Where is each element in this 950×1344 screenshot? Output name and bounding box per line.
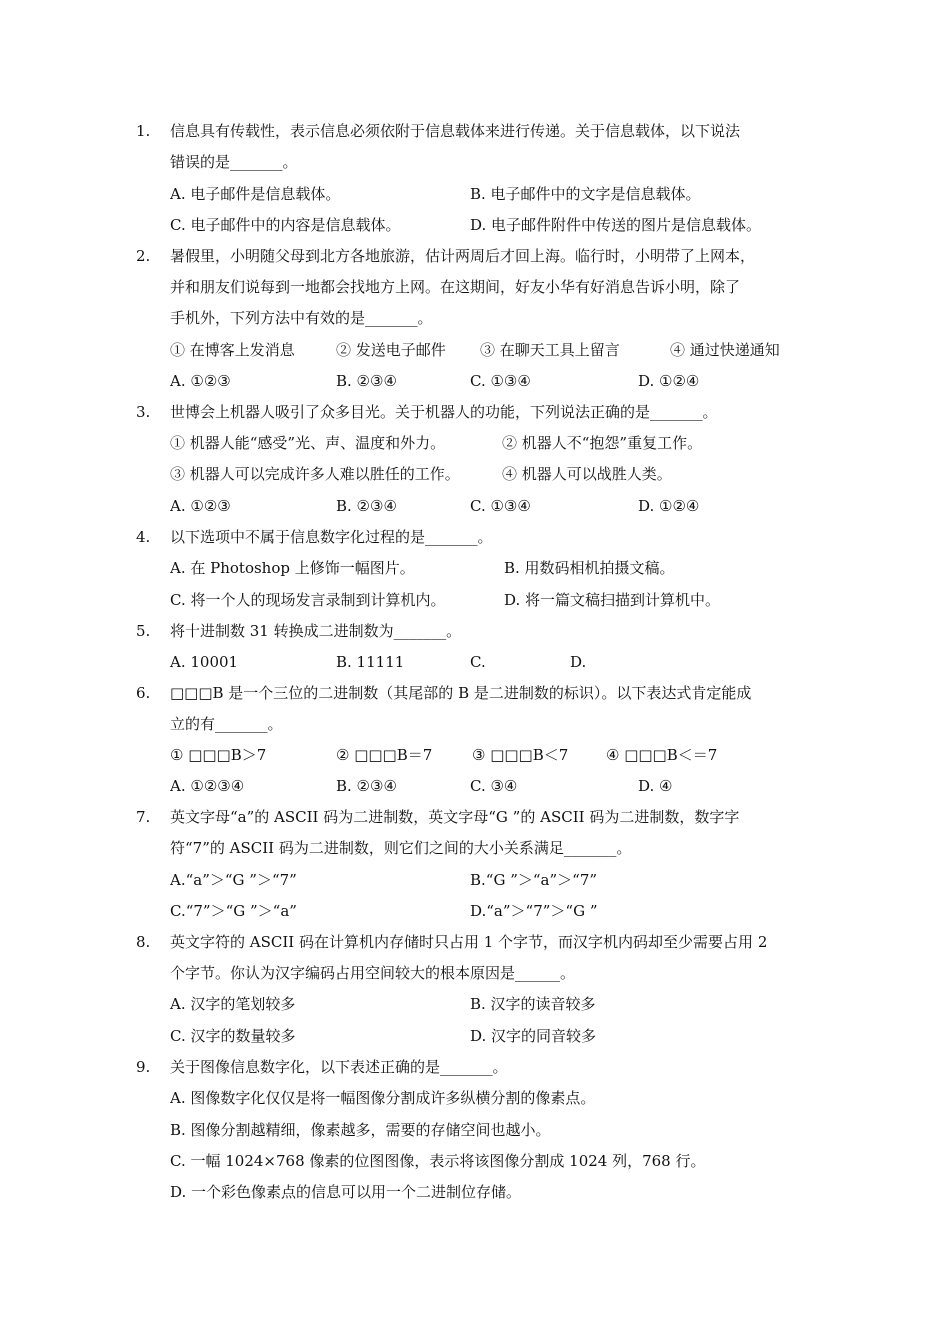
question-stem-line: 个字节。你认为汉字编码占用空间较大的根本原因是______。 xyxy=(170,964,576,982)
question-stem-line: 符“7”的 ASCII 码为二进制数，则它们之间的大小关系满足_______。 xyxy=(170,839,632,857)
option-d: D. 一个彩色像素点的信息可以用一个二进制位存储。 xyxy=(170,1183,522,1201)
option-d: D. 将一篇文稿扫描到计算机中。 xyxy=(504,591,721,609)
question-stem-line: 将十进制数 31 转换成二进制数为_______。 xyxy=(170,622,462,640)
question-number: 2. xyxy=(136,247,151,265)
question-stem-line: 手机外，下列方法中有效的是_______。 xyxy=(170,309,433,327)
question-stem-line: 信息具有传载性，表示信息必须依附于信息载体来进行传递。关于信息载体，以下说法 xyxy=(170,122,741,140)
question-stem-line: □□□B 是一个三位的二进制数（其尾部的 B 是二进制数的标识）。以下表达式肯定能成 xyxy=(170,684,752,702)
statement-4: ④ 通过快递通知 xyxy=(670,341,780,359)
statement-1: ① 在博客上发消息 xyxy=(170,341,295,359)
question-number: 5. xyxy=(136,622,151,640)
option-c: C. 一幅 1024×768 像素的位图图像，表示将该图像分割成 1024 列，768 行。 xyxy=(170,1152,706,1170)
option-d: D. 电子邮件附件中传送的图片是信息载体。 xyxy=(470,216,762,234)
option-d: D. xyxy=(570,653,587,671)
question-stem-line: 世博会上机器人吸引了众多目光。关于机器人的功能，下列说法正确的是_______。 xyxy=(170,403,718,421)
statement-1: ① □□□B＞7 xyxy=(170,746,267,764)
option-d: D. ④ xyxy=(638,777,673,795)
statement-2: ② 机器人不“抱怨”重复工作。 xyxy=(502,434,703,452)
option-a: A.“a”＞“G ”＞“7” xyxy=(170,871,297,889)
question-stem-line: 关于图像信息数字化，以下表述正确的是_______。 xyxy=(170,1058,508,1076)
option-c: C. 将一个人的现场发言录制到计算机内。 xyxy=(170,591,446,609)
statement-2: ② □□□B＝7 xyxy=(336,746,433,764)
option-a: A. ①②③ xyxy=(170,497,231,515)
option-b: B. 汉字的读音较多 xyxy=(470,995,596,1013)
question-number: 6. xyxy=(136,684,151,702)
option-c: C. ③④ xyxy=(470,777,518,795)
option-b: B. ②③④ xyxy=(336,372,397,390)
question-stem-line: 暑假里，小明随父母到北方各地旅游，估计两周后才回上海。临行时，小明带了上网本， xyxy=(170,247,756,265)
statement-3: ③ 机器人可以完成许多人难以胜任的工作。 xyxy=(170,465,460,483)
question-number: 8. xyxy=(136,933,151,951)
statement-1: ① 机器人能“感受”光、声、温度和外力。 xyxy=(170,434,446,452)
question-number: 7. xyxy=(136,808,151,826)
option-d: D. 汉字的同音较多 xyxy=(470,1027,597,1045)
option-d: D. ①②④ xyxy=(638,497,700,515)
option-c: C. 电子邮件中的内容是信息载体。 xyxy=(170,216,401,234)
option-c: C. xyxy=(470,653,486,671)
option-b: B. 图像分割越精细，像素越多，需要的存储空间也越小。 xyxy=(170,1121,551,1139)
question-stem-line: 英文字母“a”的 ASCII 码为二进制数，英文字母“G ”的 ASCII 码为二进制数，数字字 xyxy=(170,808,740,826)
option-a: A. 汉字的笔划较多 xyxy=(170,995,296,1013)
option-b: B. ②③④ xyxy=(336,497,397,515)
statement-4: ④ □□□B＜＝7 xyxy=(606,746,718,764)
statement-2: ② 发送电子邮件 xyxy=(336,341,446,359)
option-a: A. ①②③ xyxy=(170,372,231,390)
option-a: A. ①②③④ xyxy=(170,777,245,795)
option-c: C. ①③④ xyxy=(470,497,531,515)
question-stem-line: 错误的是_______。 xyxy=(170,153,298,171)
question-stem-line: 并和朋友们说每到一地都会找地方上网。在这期间，好友小华有好消息告诉小明，除了 xyxy=(170,278,741,296)
option-d: D.“a”＞“7”＞“G ” xyxy=(470,902,598,920)
option-b: B. ②③④ xyxy=(336,777,397,795)
option-a: A. 在 Photoshop 上修饰一幅图片。 xyxy=(170,559,415,577)
option-d: D. ①②④ xyxy=(638,372,700,390)
statement-4: ④ 机器人可以战胜人类。 xyxy=(502,465,672,483)
question-stem-line: 立的有_______。 xyxy=(170,715,283,733)
question-number: 4. xyxy=(136,528,151,546)
statement-3: ③ □□□B＜7 xyxy=(472,746,569,764)
option-b: B. 11111 xyxy=(336,653,405,671)
question-stem-line: 以下选项中不属于信息数字化过程的是_______。 xyxy=(170,528,493,546)
option-a: A. 图像数字化仅仅是将一幅图像分割成许多纵横分割的像素点。 xyxy=(170,1089,596,1107)
option-b: B. 用数码相机拍摄文稿。 xyxy=(504,559,675,577)
option-a: A. 10001 xyxy=(170,653,239,671)
option-b: B.“G ”＞“a”＞“7” xyxy=(470,871,598,889)
option-c: C. 汉字的数量较多 xyxy=(170,1027,296,1045)
option-c: C. ①③④ xyxy=(470,372,531,390)
question-number: 9. xyxy=(136,1058,151,1076)
option-a: A. 电子邮件是信息载体。 xyxy=(170,185,341,203)
option-b: B. 电子邮件中的文字是信息载体。 xyxy=(470,185,701,203)
question-number: 1. xyxy=(136,122,151,140)
question-stem-line: 英文字符的 ASCII 码在计算机内存储时只占用 1 个字节，而汉字机内码却至少需要占用 2 xyxy=(170,933,768,951)
statement-3: ③ 在聊天工具上留言 xyxy=(480,341,620,359)
question-number: 3. xyxy=(136,403,151,421)
option-c: C.“7”＞“G ”＞“a” xyxy=(170,902,297,920)
